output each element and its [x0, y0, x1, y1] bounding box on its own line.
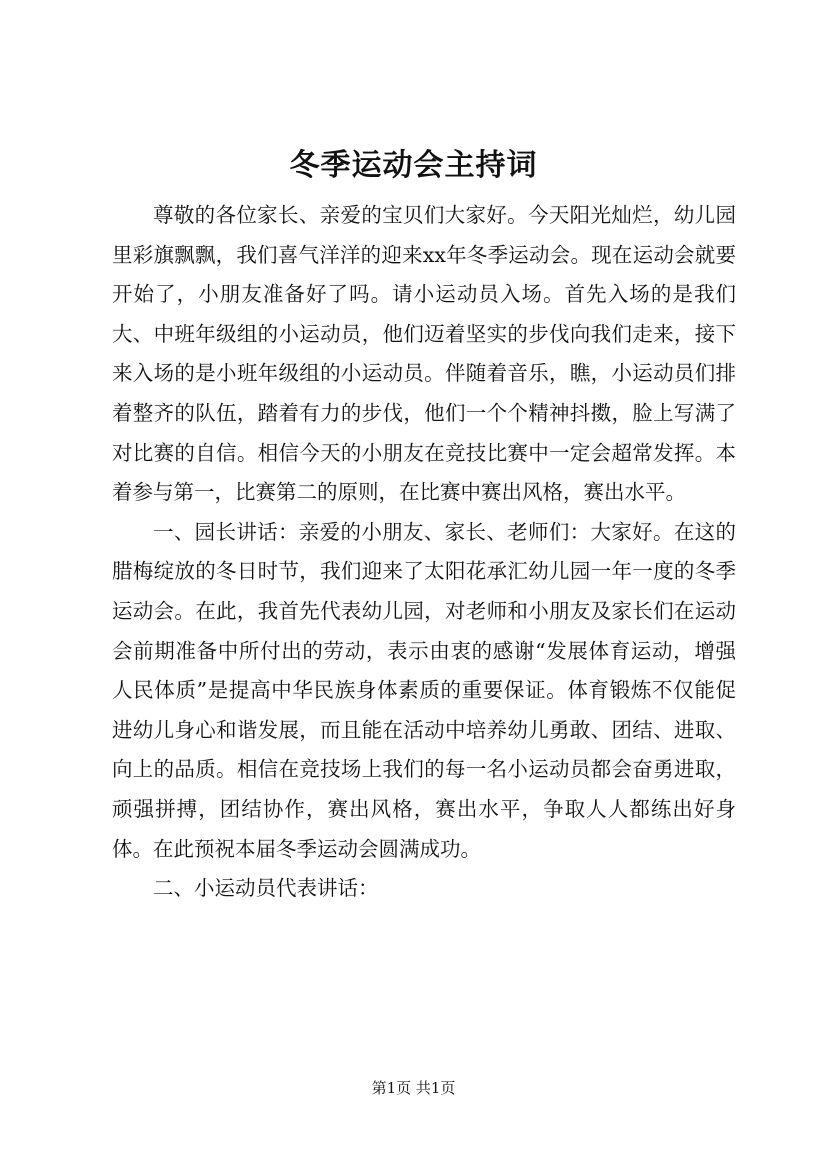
document-body: [112, 196, 736, 909]
paragraph-principal-speech: 一、园长讲话：亲爱的小朋友、家长、老师们：大家好。在这的腊梅绽放的冬日时节，我们迎来了太阳花承汇幼儿园一年一度的冬季运动会。在此，我首先代表幼儿园，对老师和小朋友及家长们在运动会前期准备中所付出的劳动，表示由衷的感谢“发展体育运动，增强人民体质”是提高中华民族身体素质的重要保证。体育锻炼不仅能促进幼儿身心和谐发展，而且能在活动中培养幼儿勇敢、团结、进取、向上的品质。相信在竞技场上我们的每一名小运动员都会奋勇进取，顽强拼搏，团结协作，赛出风格，赛出水平，争取人人都练出好身体。在此预祝本届冬季运动会圆满成功。: [112, 519, 736, 861]
document-title: 冬季运动会主持词: [289, 148, 538, 183]
paragraph-opening: 尊敬的各位家长、亲爱的宝贝们大家好。今天阳光灿烂，幼儿园里彩旗飘飘，我们喜气洋洋的迎来xx年冬季运动会。现在运动会就要开始了，小朋友准备好了吗。请小运动员入场。首先入场的是我们大、中班年级组的小运动员，他们迈着坚实的步伐向我们走来，接下来入场的是小班年级组的小运动员。伴随着音乐，瞧，小运动员们排着整齐的队伍，踏着有力的步伐，他们一个个精神抖擞，脸上写满了对比赛的自信。相信今天的小朋友在竞技比赛中一定会超常发挥。本着参与第一，比赛第二的原则，在比赛中赛出风格，赛出水平。: [112, 203, 736, 505]
page-number-footer: 第1页 共1页: [371, 1079, 456, 1097]
paragraph-athlete-speech: 二、小运动员代表讲话：: [153, 876, 379, 901]
